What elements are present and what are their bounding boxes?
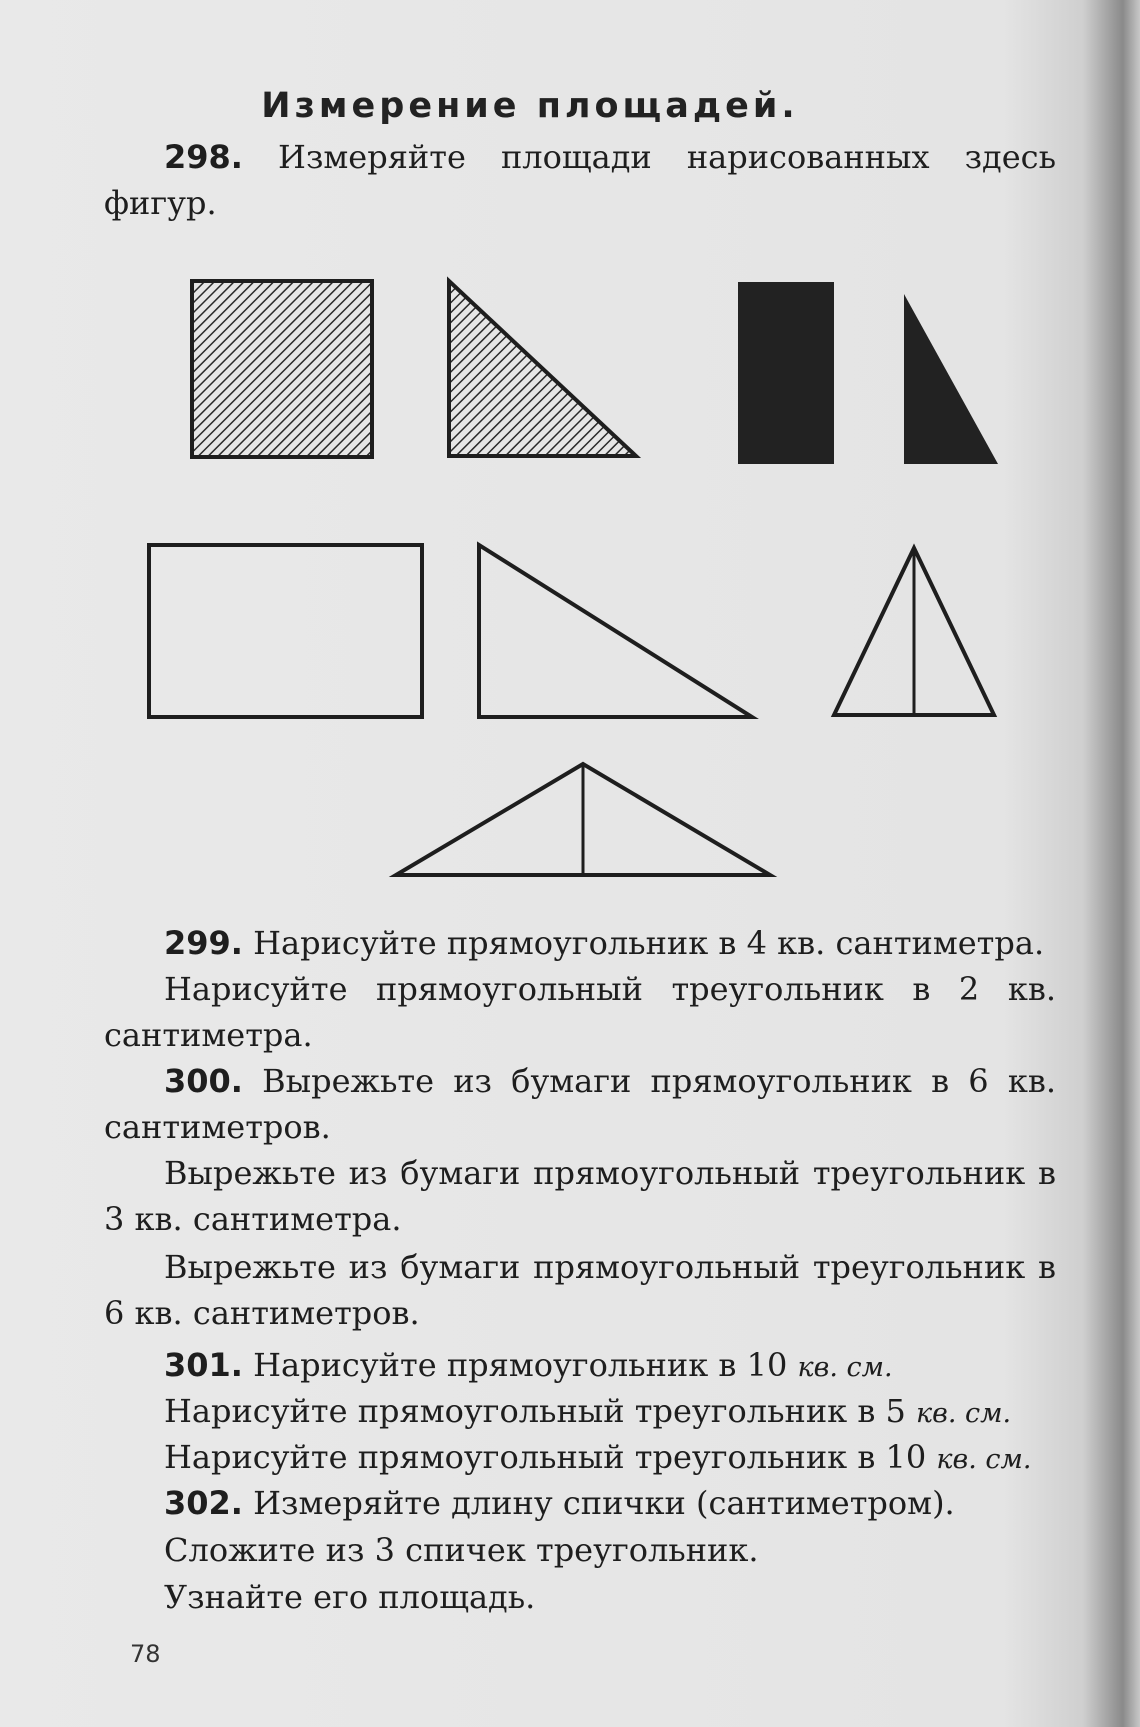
exercise-number: 301. [164, 1346, 243, 1384]
exercise-text: Вырежьте из бумаги прямоугольный треугольник в 6 кв. сантиметров. [104, 1248, 1056, 1332]
hatched-right-triangle [449, 281, 636, 456]
exercise-text: Нарисуйте прямоугольный треугольник в 2 кв. сантиметра. [104, 970, 1056, 1054]
black-rectangle [738, 282, 834, 464]
exercise-text: Нарисуйте прямоугольный треугольник в 10 [164, 1438, 927, 1476]
unit-label: кв. см. [797, 1352, 893, 1383]
exercise-text: Сложите из 3 спичек треугольник. [164, 1531, 759, 1569]
exercise-text: Нарисуйте прямоугольный треугольник в 5 [164, 1392, 906, 1430]
exercise-300-line-2 [104, 1150, 1056, 1242]
section-title: Измерение площадей. [261, 86, 799, 126]
exercise-text: Узнайте его площадь. [164, 1578, 536, 1616]
exercise-302-line-3 [104, 1574, 1056, 1620]
exercise-301-line-3 [104, 1434, 1056, 1483]
outline-right-triangle [479, 545, 752, 717]
exercise-302-line-2 [104, 1527, 1056, 1573]
hatched-square [192, 281, 372, 457]
exercise-300-line-3 [104, 1244, 1056, 1336]
exercise-301-line-2 [104, 1388, 1056, 1437]
exercise-300-line-1 [104, 1058, 1056, 1150]
exercise-text: Измеряйте длину спички (сантиметром). [253, 1484, 955, 1522]
exercise-number: 299. [164, 924, 243, 962]
exercise-text: Нарисуйте прямоугольник в 10 [253, 1346, 788, 1384]
exercise-number: 300. [164, 1062, 243, 1100]
exercise-text: Измеряйте площади нарисованных здесь фигур. [104, 138, 1057, 222]
exercise-301-line-1 [104, 1342, 1056, 1391]
exercise-text: Вырежьте из бумаги прямоугольник в 6 кв. сантиметров. [104, 1062, 1057, 1146]
exercise-text: Вырежьте из бумаги прямоугольный треугольник в 3 кв. сантиметра. [104, 1154, 1056, 1238]
exercise-299-line-2 [104, 966, 1056, 1058]
unit-label: кв. см. [916, 1398, 1012, 1429]
exercise-302-line-1 [104, 1480, 1056, 1526]
page-number: 78 [130, 1640, 161, 1668]
outline-rectangle [149, 545, 422, 717]
exercise-299-line-1 [104, 920, 1056, 966]
unit-label: кв. см. [936, 1444, 1032, 1475]
exercise-text: Нарисуйте прямоугольник в 4 кв. сантиметра. [253, 924, 1045, 962]
exercise-number: 298. [164, 138, 243, 176]
exercise-number: 302. [164, 1484, 243, 1522]
black-right-triangle [904, 294, 998, 464]
